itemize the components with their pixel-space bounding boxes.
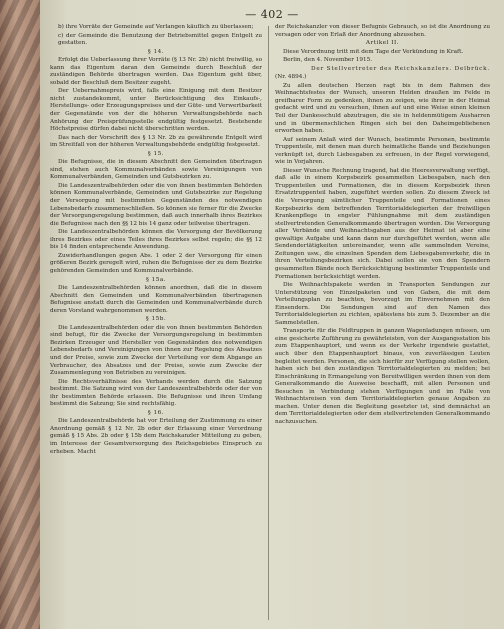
paragraph: Auf seinem Anlaß wird der Wunsch, bestimmte Personen, bestimmte Truppenteile, mit denen man durch heimatliche Bande und Beziehungen verknüpft ist, durch Liebesgaben zu erfreuen, in der Regel vorwiegend, wie in Vorjahren. bbox=[275, 136, 490, 166]
paragraph: Der Uebernahmepreis wird, falls eine Einigung mit dem Besitzer nicht zustandekommt, unter Berücksichtigung des Einkaufs-, Herstellungs- oder Erzeugungspreises und der Güte- und Verwertbarkeit der Gegenstände von der die höheren Verwaltungsbehörde nach Anhörung der Preisprüfungsstelle endgültig festgesetzt. Bestehende Höchstpreise dürfen dabei nicht überschritten werden. bbox=[50, 88, 262, 133]
list-item: b) ihre Vorräte der Gemeinde auf Verlangen käuflich zu überlassen; bbox=[58, 24, 254, 30]
list-item: c) der Gemeinde die Benutzung der Betriebsmittel gegen Entgelt zu gestatten. bbox=[58, 32, 262, 47]
section-heading: § 15. bbox=[147, 150, 165, 157]
paragraph: Die Befugnisse, die in diesem Abschnitt den Gemeinden übertragen sind, stehen auch Kommunalverbänden sowie Vereinigungen von Kommunalverbänden, Gemeinden und Gutsbezirken zu. bbox=[50, 159, 262, 181]
section-heading: § 15a. bbox=[145, 276, 167, 283]
article-heading: Artikel II. bbox=[365, 40, 400, 47]
paragraph: Die Landeszentralbehörden können anordnen, daß die in diesem Abschnitt den Gemeinden und Kommunalverbänden übertragenen Befugnisse anstatt durch die Gemeinden und Kommunalverbände durch deren Vorstand wahrgenommen werden. bbox=[50, 285, 262, 314]
left-column bbox=[50, 24, 262, 457]
paragraph: Transporte für die Feldtruppen in ganzen Wagenladungen müssen, um eine gesicherte Zuführung zu gewährleisten, von der Ausgangsstation bis zum Etappenhauptort, und wenn es der Verkehr irgendwie gestattet, auch über den Etappenhauptort hinaus, von zuverlässigen Leuten begleitet werden. Personen, die sich hierfür zur Verfügung stellen wollen, haben sich bei den zuständigen Territorialdelegierten zu melden; bei Einschränkung in Ermangelung von Bereitwilligen werden ihnen von dem Generalkommando die Ausweise beschafft, mit allen Personen und Besuchen in Verbindung stehen Verfügungen und im Falle von Weihnachtsreisen von dem Territorialdelegierten genaue Angaben zu machen. Unter denen die Begleitung gesetzter ist, sind demnächst an dem Territorialdelegierten oder dem stellvertretenden Generalkommando nachzusuchen. bbox=[275, 328, 490, 425]
paragraph: Die Landeszentralbehörden oder die von ihnen bestimmten Behörden sind befugt, für die Zwecke der Versorgungsregelung in bestimmten Bezirken Erzeuger und Hersteller von Gegenständen des notwendigen Lebensbedarfs und Vereinigungen von ihnen zur Regelung des Absatzes und der Preise, sowie zum Zwecke der Verteilung vor dem Abgange an Verbraucher, des Absatzes und der Preise, sowie zum Zwecke der Zusammenlegung von Betrieben zu vereinigen. bbox=[50, 324, 262, 377]
paragraph: Die Rechtsverhältnisse des Verbands werden durch die Satzung bestimmt. Die Satzung wird von der Landeszentralbehörde oder der von ihr bestimmten Behörde erlassen. Die Befugnisse und ihren Umfang bestimmt die Satzung; Sie sind rechtsfähig. bbox=[50, 378, 262, 408]
paragraph: Das nach der Vorschrift des § 13 Nr. 2b zu gewährende Entgelt wird im Streitfall von der höheren Verwaltungsbehörde endgültig festgesetzt. bbox=[50, 134, 262, 149]
right-column bbox=[275, 24, 490, 427]
paragraph: Die Landeszentralbehörden können die Versorgung der Bevölkerung ihres Bezirkes oder eines Teiles ihres Bezirkes selbst regeln; die §§ 12 bis 14 finden entsprechende Anwendung. bbox=[50, 229, 262, 251]
book-binding bbox=[0, 0, 40, 629]
paragraph: Zu allen deutschen Herzen ragt bis in dem Rahmen des Weihnachtsfestes der Wunsch, unseren Helden draußen im Felde in greifbarer Form zu gedenken, ihnen zu zeigen, wie ihrer in der Heimat gedacht wird und zu versuchen, ihnen auf und eine Weise einen kleinen Teil der Dankesschuld abzutragen, die sie in heldenmütigem Ausharren und in übermenschlichen Ringen sich bei den Daheimgebliebenen erworben haben. bbox=[275, 82, 490, 135]
paragraph: Die Weihnachtspakete werden in Transporten Sendungen zur Unterstützung von Einzelpaketen und von Gaben, die mit dem Verteilungsplan zu beachten, bevorzugt im Einvernehmen mit den Einsendern. Die Sendungen sind auf den Namen des Territorialdelegierten zu richten, spätestens bis zum 5. Dezember an die Sammelstellen. bbox=[275, 282, 490, 326]
article-text: Diese Verordnung tritt mit dem Tage der Verkündung in Kraft. bbox=[283, 48, 464, 55]
section-heading: § 15b. bbox=[145, 316, 167, 323]
paragraph: Dieser Wunsche Rechnung tragend, hat die Heeresverwaltung verfügt, daß alle in einem Korpsbezirk gesammelten Liebesgaben, nach den Truppenteilen und Formationen, die in diesem Korpsbezirk ihren Ersatztruppenteil haben, zugeführt werden sollen. Zu diesem Zweck ist die Versorgung sämtlicher Truppenteile und Formationen eines Korpsbezirks dem betreffenden Territorialdelegierten der freiwilligen Krankenpflege in engster Fühlungnahme mit dem zuständigen stellvertretenden Generalkommando übertragen worden. Die Versorgung aller Verbände und Weihnachtsgaben aus der Heimat ist aber eine gewaltige Aufgabe und kann dann nur durchgeführt werden, wenn alle Sendendertätigkeiten untereinander, wenn alle sammelnden Vereine, Zeitungen usw., die einzelnen Spenden dem Liebesgabenverkehr, die in ihren Verteilungsbezirken sich. Dabei sollen sie von den Spendern gesammelten Bände noch Berücksichtigung bestimmter Truppenteile und Formationen berücksichtigt werden. bbox=[275, 167, 490, 280]
continuation-text: der Reichskanzler von dieser Befugnis Gebrauch, so ist die Anordnung zu versagen oder von Erlaß der Anordnung abzusehen. bbox=[275, 24, 490, 38]
page-number: — 402 — bbox=[245, 8, 299, 21]
date-line: Berlin, den 4. November 1915. bbox=[283, 57, 373, 64]
column-divider bbox=[268, 26, 269, 620]
paragraph: Zuwiderhandlungen gegen Abs. 1 oder 2 der Versorgung für einen größeren Bezirk geregelt wird, ruhen die Befugnisse der zu dem Bezirke gehörenden Gemeinden und Kommunalverbände. bbox=[50, 252, 262, 274]
signature-line: Der Stellvertreter des Reichskanzlers. Delbrück. bbox=[311, 65, 490, 72]
document-page bbox=[40, 0, 504, 629]
paragraph: Die Landeszentralbehörde hat vor Erteilung der Zustimmung zu einer Anordnung gemäß § 12 Nr. 2b oder der Erlassung einer Verordnung gemäß § 15 Abs. 2b oder § 15b dem Reichskanzler Mitteilung zu geben, im Interesse der Gesamtversorgung des Reichsgebietes Einspruch zu erheben. Macht bbox=[50, 418, 262, 455]
notice-number: (Nr. 4894.) bbox=[275, 74, 307, 81]
paragraph: Die Landeszentralbehörden oder die von ihnen bestimmten Behörden können Kommunalverbände, Gemeinden und Gutsbezirke zur Regelung der Versorgung mit bestimmten Gegenständen des notwendigen Lebensbedarfs zusammenschließen. So können sie ferner für die Zwecke der Versorgungsregelung bestimmen, daß auch innerhalb ihres Bezirkes die Befugnisse nach den §§ 12 bis 14 ganz oder teilweise übertragen. bbox=[50, 182, 262, 227]
section-heading: § 14. bbox=[147, 48, 165, 55]
paragraph: Erfolgt die Ueberlassung ihrer Vorräte (§ 13 Nr. 2b) nicht freiwillig, so kann das Eigentum daran den Gemeinde durch Beschluß der zuständigen Behörde übertragen werden. Das Eigentum geht über, sobald der Beschluß dem Besitzer zugeht. bbox=[50, 57, 262, 86]
section-heading: § 16. bbox=[147, 409, 165, 416]
